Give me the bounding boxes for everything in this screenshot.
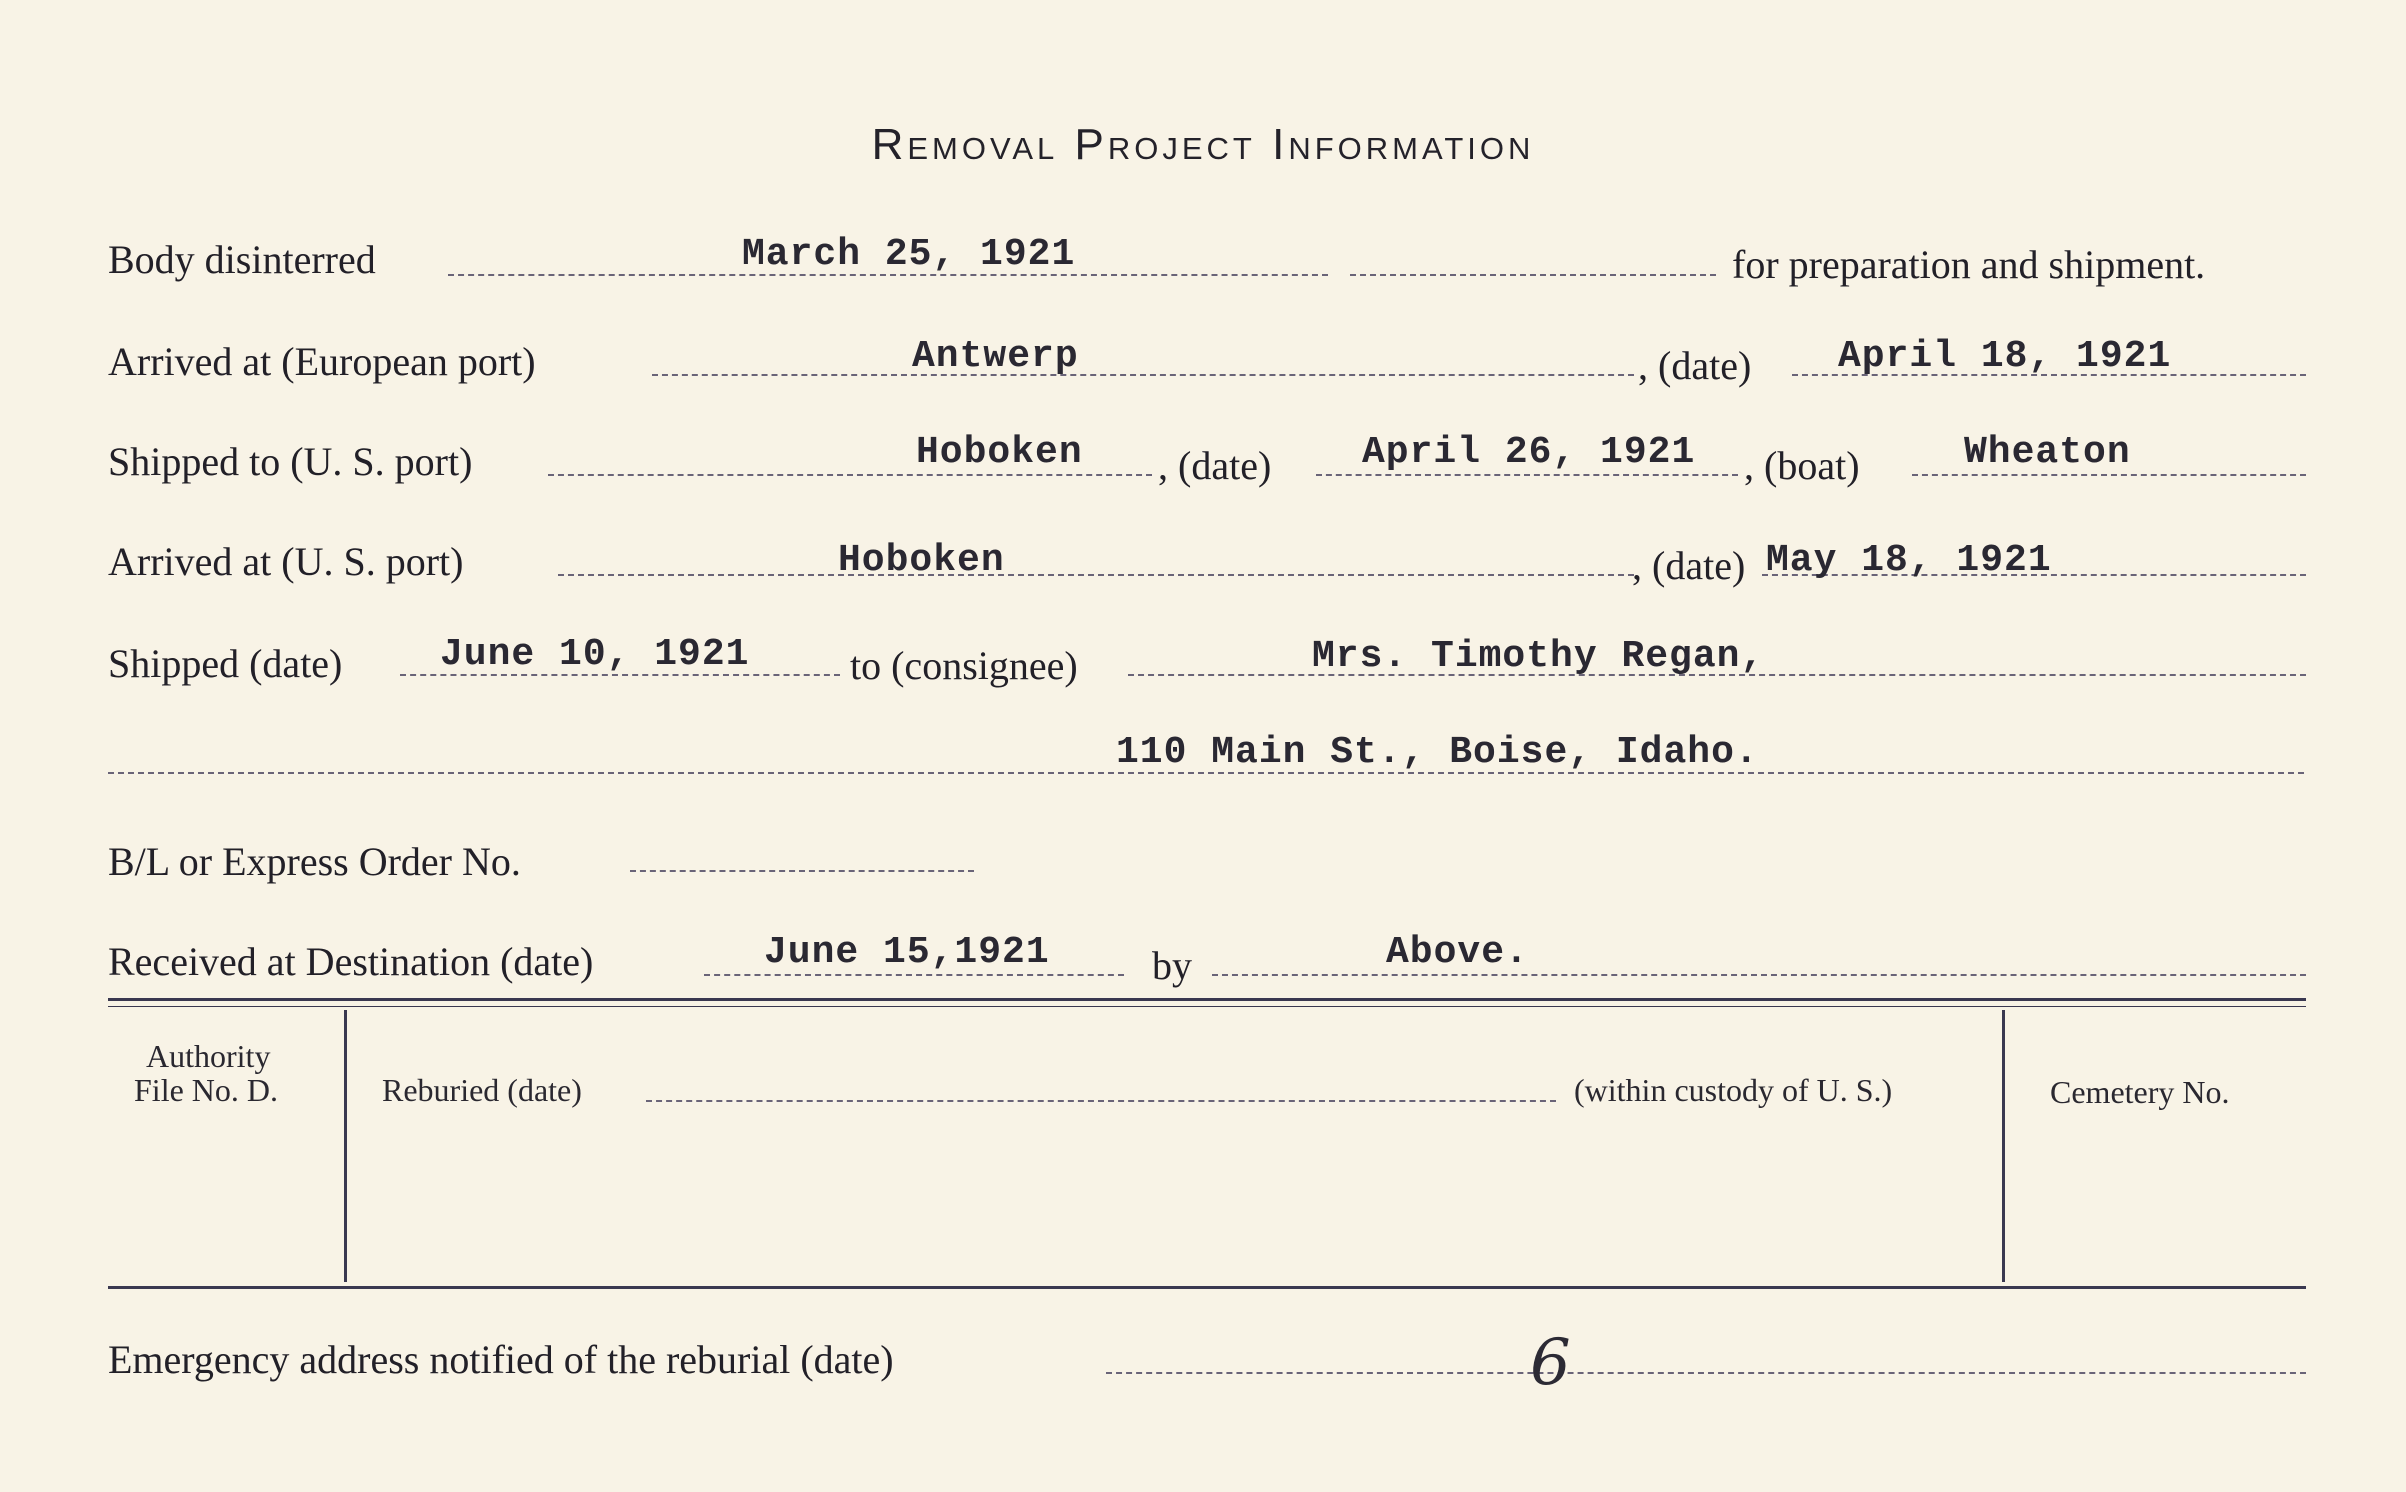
arrived-europe-label: Arrived at (European port) — [108, 339, 536, 384]
body-disinterred-suffix: for preparation and shipment. — [1732, 242, 2206, 287]
reburied-line — [646, 1100, 1556, 1102]
consignee-label: to (consignee) — [850, 643, 1078, 688]
table-bottom-rule — [108, 1286, 2306, 1289]
received-label: Received at Destination (date) — [108, 939, 594, 984]
received-by-value: Above. — [1386, 931, 1529, 974]
shipped-date-value: June 10, 1921 — [440, 633, 750, 676]
received-by-label: by — [1152, 943, 1192, 988]
custody-label: (within custody of U. S.) — [1574, 1072, 1893, 1108]
arrived-us-line — [558, 574, 1634, 576]
arrived-us-date-label: , (date) — [1632, 543, 1746, 588]
bl-order-line — [630, 870, 974, 872]
shipped-us-line — [548, 474, 1152, 476]
body-disinterred-value: March 25, 1921 — [742, 233, 1076, 276]
arrived-us-date-value: May 18, 1921 — [1766, 539, 2052, 582]
arrived-europe-value: Antwerp — [912, 335, 1079, 378]
received-value: June 15,1921 — [764, 931, 1050, 974]
shipped-us-boat-label: , (boat) — [1744, 443, 1860, 488]
arrived-europe-date-label: , (date) — [1638, 343, 1752, 388]
table-top-rule-2 — [108, 1006, 2306, 1007]
arrived-us-value: Hoboken — [838, 539, 1005, 582]
address-value: 110 Main St., Boise, Idaho. — [1116, 731, 1759, 774]
shipped-date-label: Shipped (date) — [108, 641, 343, 686]
table-divider-right — [2002, 1010, 2005, 1282]
shipped-us-date-label: , (date) — [1158, 443, 1272, 488]
body-disinterred-label: Body disinterred — [108, 237, 376, 282]
arrived-europe-date-value: April 18, 1921 — [1838, 335, 2172, 378]
card-title: Removal Project Information — [871, 120, 1535, 169]
arrived-europe-line — [652, 374, 1634, 376]
table-top-rule — [108, 998, 2306, 1001]
emergency-line — [1106, 1372, 2306, 1374]
shipped-us-date-line — [1316, 474, 1738, 476]
handwritten-mark: 6 — [1530, 1326, 1571, 1400]
reburied-label: Reburied (date) — [382, 1072, 582, 1108]
shipped-us-value: Hoboken — [916, 431, 1083, 474]
authority-label-2: File No. D. — [134, 1072, 278, 1108]
received-by-line — [1212, 974, 2306, 976]
body-disinterred-line-2 — [1350, 274, 1716, 276]
emergency-label: Emergency address notified of the reburial (date) — [108, 1337, 894, 1382]
cemetery-label: Cemetery No. — [2050, 1074, 2230, 1110]
bl-order-label: B/L or Express Order No. — [108, 839, 521, 884]
received-line — [704, 974, 1124, 976]
consignee-value: Mrs. Timothy Regan, — [1312, 635, 1765, 678]
table-divider-left — [344, 1010, 347, 1282]
authority-label-1: Authority — [146, 1038, 271, 1074]
shipped-us-boat-line — [1912, 474, 2306, 476]
shipped-us-label: Shipped to (U. S. port) — [108, 439, 473, 484]
shipped-us-date-value: April 26, 1921 — [1362, 431, 1696, 474]
shipped-us-boat-value: Wheaton — [1964, 431, 2131, 474]
arrived-us-label: Arrived at (U. S. port) — [108, 539, 464, 584]
